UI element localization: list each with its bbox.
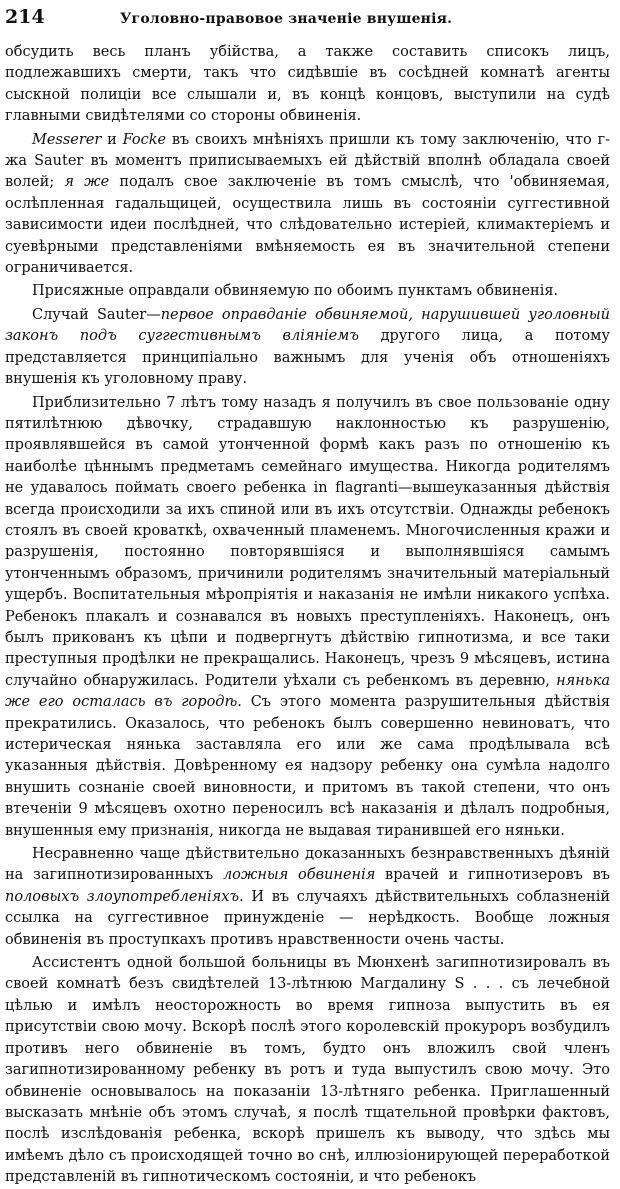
paragraph: [5, 305, 610, 391]
italic-text: ложныя обвиненія: [222, 867, 376, 884]
paragraph: [5, 844, 610, 951]
text-run: Случай Sauter—: [32, 306, 161, 323]
italic-text: половыхъ злоупотребленіяхъ.: [5, 888, 244, 905]
text-run: И въ случаяхъ дѣйствительныхъ соблазненій ссылка на суггестивное принужденіе — нерѣдкость. Вообще ложныя обвиненія въ проступкахъ противъ нравственности очень часты.: [5, 888, 610, 948]
text-run: въ своихъ мнѣніяхъ пришли къ тому заключенію, что г-жа Sauter въ моментъ приписываемыхъ ей дѣйствій вполнѣ обладала своей волей;: [5, 131, 610, 191]
text-run: Ассистентъ одной большой больницы въ Мюнхенѣ загипнотизировалъ въ своей комнатѣ безъ свидѣтелей 13-лѣтнюю Магдалину S . . . съ лечебной цѣлью и имѣлъ неосторожность во время гипноза выпустить въ ея присутствіи свою мочу. Вскорѣ послѣ этого королевскій прокуроръ возбудилъ противъ него обвиненіе въ томъ, будто онъ вложилъ свой членъ загипнотизированному ребенку въ ротъ и туда выпустилъ свою мочу. Это обвиненіе основывалось на показаніи 13-лѣтняго ребенка. Приглашенный высказать мнѣніе объ этомъ случаѣ, я послѣ тщательной провѣрки фактовъ, послѣ изслѣдованія ребенка, вскорѣ пришелъ къ выводу, что здѣсь мы имѣемъ дѣло съ происходящей точно во снѣ, иллюзіонирующей переработкой представленій въ гипнотическомъ состояніи, и что ребенокъ: [5, 955, 610, 1186]
italic-text: первое оправданіе обвиняемой, нарушившей уголовный законъ подъ суггестивнымъ вліяніемъ: [5, 306, 610, 345]
running-title: Уголовно-правовое значеніе внушенія.: [120, 11, 453, 27]
paragraph: [5, 42, 610, 128]
text-run: другого лица, а потому представляется принципіально важнымъ для ученія объ отношеніяхъ внушенія къ уголовному праву.: [5, 328, 610, 388]
text-run: Присяжные оправдали обвиняемую по обоимъ пунктамъ обвиненія.: [32, 283, 559, 300]
page-header: [5, 6, 610, 36]
italic-text: я же: [64, 174, 110, 191]
text-run: обсудить весь планъ убійства, а также составить списокъ лицъ, подлежавшихъ смерти, такъ что сидѣвшіе въ сосѣдней комнатѣ агенты сыскной полиціи все слышали и, въ концѣ концовъ, выступили на судѣ главными свидѣтелями со стороны обвиненія.: [5, 44, 610, 125]
paragraph: [5, 130, 610, 280]
body-text: [5, 42, 610, 1189]
text-run: Приблизительно 7 лѣтъ тому назадъ я получилъ въ свое пользованіе одну пятилѣтнюю дѣвочку, страдавшую наклонностью къ разрушенію, проявлявшейся въ самой утонченной формѣ какъ разъ по отношенію къ наиболѣе цѣннымъ предметамъ семейнаго имущества. Никогда родителямъ не удавалось поймать своего ребенка in flagranti—вышеуказанныя дѣйствія всегда происходили за ихъ спиной или въ ихъ отсутствіи. Однажды ребенокъ стоялъ въ своей кроваткѣ, охваченный пламенемъ. Многочисленныя кражи и разрушенія, постоянно повторявшіяся и выполнявшіяся самымъ утонченнымъ образомъ, причинили родителямъ значительный матеріальный ущербъ. Воспитательныя мѣропріятія и наказанія не имѣли никакого успѣха. Ребенокъ плакалъ и сознавался въ новыхъ преступленіяхъ. Наконецъ, онъ былъ прикованъ къ цѣпи и подвергнутъ дѣйствію гипнотизма, и все таки преступныя продѣлки не прекращались. Наконецъ, чрезъ 9 мѣсяцевъ, истина случайно обнаружилась. Родители уѣхали съ ребенкомъ въ деревню,: [5, 394, 610, 689]
paragraph: [5, 393, 610, 843]
text-run: подалъ свое заключеніе въ томъ смыслѣ, что 'обвиняемая, ослѣпленная гадальщицей, осуществила лишь въ состояніи суггестивной зависимости идеи послѣдней, что слѣдовательно истеріей, климактеріемъ и суевѣрными представленіями вмѣняемость ея въ значительной степени ограничивается.: [5, 174, 610, 277]
text-run: Съ этого момента разрушительныя дѣйствія прекратились. Оказалось, что ребенокъ былъ совершенно невиноватъ, что истерическая нянька заставляла его или же сама продѣлывала всѣ указанныя дѣйствія. Довѣренному ея надзору ребенку она сумѣла надолго внушить сознаніе своей виновности, и притомъ въ такой степени, что онъ втеченіи 9 мѣсяцевъ охотно переносилъ всѣ наказанія и дѣлалъ подробныя, внушенныя ему признанія, никогда не выдавая тиранившей его няньки.: [5, 694, 610, 839]
text-run: Несравненно чаще дѣйствительно доказанныхъ безнравственныхъ дѣяній на загипнотизированныхъ: [5, 846, 610, 884]
page-number: 214: [5, 6, 45, 28]
italic-text: нянька же его осталась въ городѣ.: [5, 672, 610, 711]
paragraph: [5, 281, 610, 302]
text-run: и: [101, 131, 123, 148]
italic-text: Messerer: [32, 131, 102, 148]
italic-text: Focke: [122, 131, 167, 148]
paragraph: [5, 953, 610, 1188]
text-run: врачей и гипнотизеровъ въ: [375, 867, 610, 884]
